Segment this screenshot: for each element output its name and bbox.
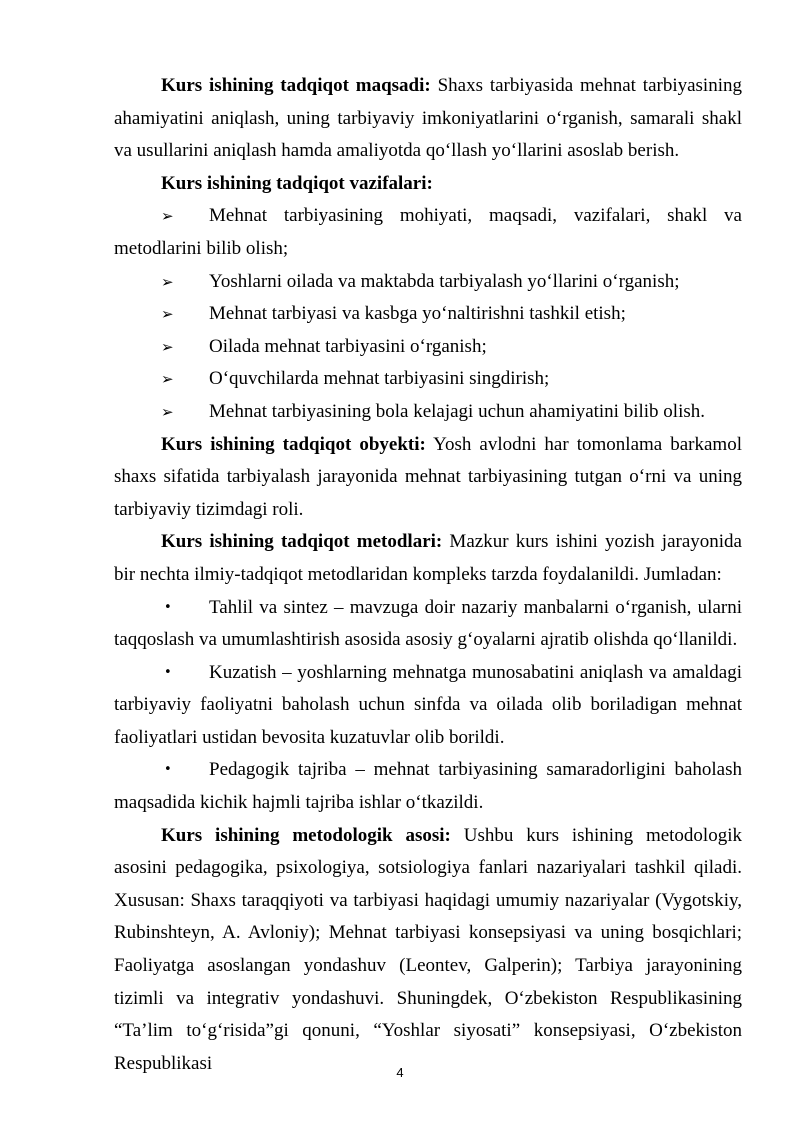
arrow-bullet-icon: ➢ [161,402,174,421]
task-item [114,200,742,265]
method-item-text: Kuzatish – yoshlarning mehnatga munosabatini aniqlash va amaldagi tarbiyaviy faoliyatni baholash uchun sinfda va oilada olib boriladigan mehnat faoliyatlari ustidan bevosita kuzatuvlar olib borildi. [114,661,742,748]
task-item-text: Oilada mehnat tarbiyasini o‘rganish; [209,335,487,357]
method-item [114,657,742,755]
method-item-text: Pedagogik tajriba – mehnat tarbiyasining samaradorligini baholash maqsadida kichik hajmli tajriba ishlar o‘tkazildi. [114,759,742,814]
arrow-bullet-icon: ➢ [161,272,174,291]
dot-bullet-icon: • [164,762,172,778]
arrow-bullet-icon: ➢ [161,370,174,389]
object-text: Yosh avlodni har tomonlama barkamol shaxs sifatida tarbiyalash jarayonida mehnat tarbiyasining tutgan o‘rni va uning tarbiyaviy tizimdagi roli. [114,433,742,520]
purpose-paragraph [114,70,742,168]
methods-text: Mazkur kurs ishini yozish jarayonida bir nechta ilmiy-tadqiqot metodlaridan kompleks tarzda foydalanildi. Jumladan: [114,531,742,585]
task-item [114,298,742,331]
document-page [114,70,742,1080]
dot-bullet-icon: • [164,664,172,680]
task-item-text: Mehnat tarbiyasi va kasbga yo‘naltirishni tashkil etish; [209,303,626,325]
task-item-text: O‘quvchilarda mehnat tarbiyasini singdirish; [209,368,550,390]
task-item-text: Mehnat tarbiyasining bola kelajagi uchun ahamiyatini bilib olish. [209,400,706,422]
methodology-paragraph [114,820,742,1081]
object-heading: Kurs ishining tadqiqot obyekti: [161,433,426,455]
page-number: 4 [396,1065,404,1080]
task-item-text: Mehnat tarbiyasining mohiyati, maqsadi, vazifalari, shakl va metodlarini bilib olish; [114,205,742,259]
task-item [114,396,742,429]
dot-bullet-icon: • [164,599,172,615]
method-item [114,754,742,819]
task-item-text: Yoshlarni oilada va maktabda tarbiyalash yo‘llarini o‘rganish; [209,270,680,292]
object-paragraph [114,429,742,527]
task-item [114,363,742,396]
arrow-bullet-icon: ➢ [161,207,174,226]
purpose-heading: Kurs ishining tadqiqot maqsadi: [161,75,431,96]
methods-heading: Kurs ishining tadqiqot metodlari: [161,531,443,553]
methods-paragraph [114,526,742,591]
arrow-bullet-icon: ➢ [161,305,174,324]
arrow-bullet-icon: ➢ [161,337,174,356]
methodology-text: Ushbu kurs ishining metodologik asosini pedagogika, psixologiya, sotsiologiya fanlari nazariyalari tashkil qiladi. Xususan: Shaxs taraqqiyoti va tarbiyasi haqidagi umumiy nazariyalar (Vygotskiy, Rubinshteyn, A. Avloniy); Mehnat tarbiyasi konsepsiyasi va uning bosqichlari; Faoliyatga asoslangan yondashuv (Leontev, Galperin); Tarbiya jarayonining tizimli va integrativ yondashuvi. Shuningdek, O‘zbekiston Respublikasining “Ta’lim to‘g‘risida”gi qonuni, “Yoshlar siyosati” konsepsiyasi, O‘zbekiston Respublikasi [114,824,742,1074]
task-item [114,331,742,364]
method-item-text: Tahlil va sintez – mavzuga doir nazariy manbalarni o‘rganish, ularni taqqoslash va umumlashtirish asosida asosiy g‘oyalarni ajratib olishda qo‘llanildi. [114,596,742,651]
method-item [114,592,742,657]
purpose-text: Shaxs tarbiyasida mehnat tarbiyasining ahamiyatini aniqlash, uning tarbiyaviy imkoniyatlarini o‘rganish, samarali shakl va usullarini aniqlash hamda amaliyotda qo‘llash yo‘llarini asoslab berish. [114,75,742,162]
tasks-heading-paragraph [114,168,742,201]
task-item [114,266,742,299]
methodology-heading: Kurs ishining metodologik asosi: [161,824,451,846]
tasks-heading: Kurs ishining tadqiqot vazifalari: [161,172,433,194]
